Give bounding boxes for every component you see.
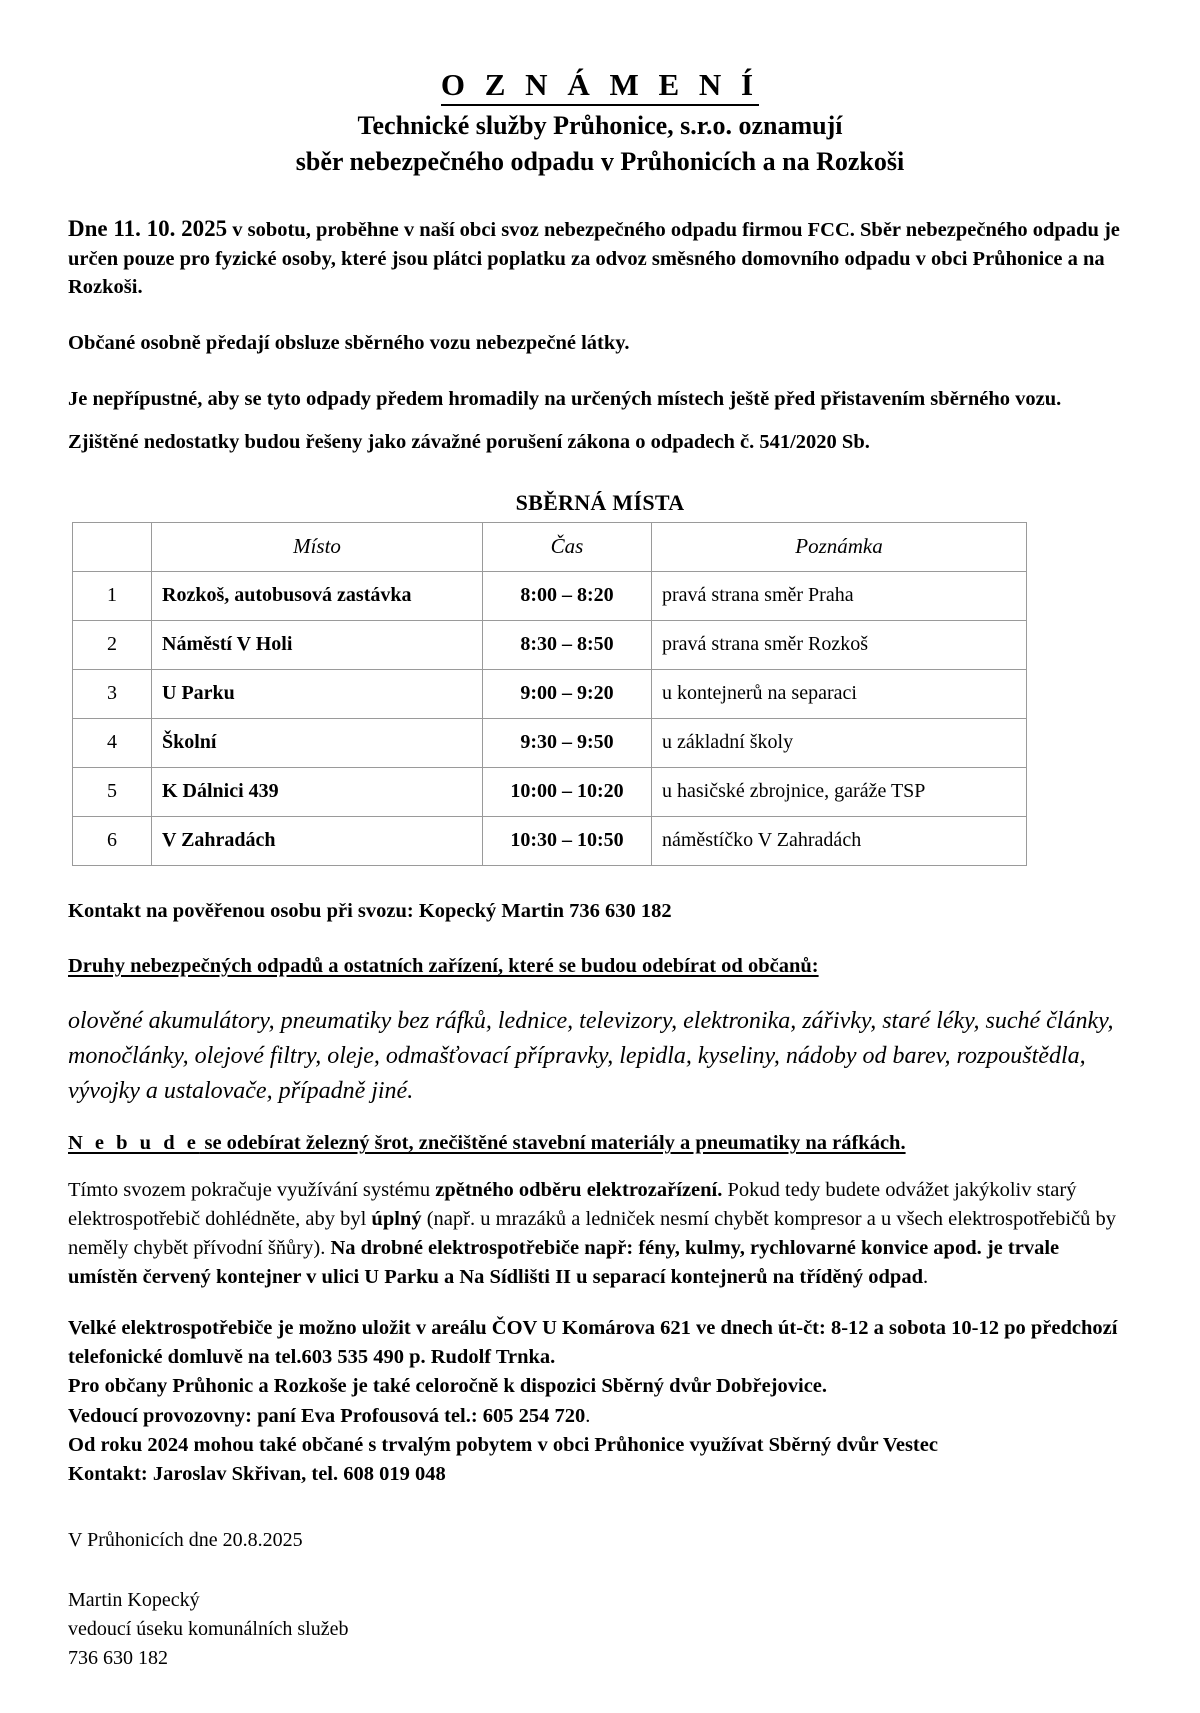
cell-cas: 10:00 – 10:20 — [483, 767, 652, 816]
table-header-num — [73, 522, 152, 571]
electro-text-d: úplný — [371, 1207, 422, 1230]
facility-manager-period: . — [585, 1404, 591, 1427]
intro-date: Dne 11. 10. 2025 — [68, 215, 228, 241]
cell-poznamka: u základní školy — [652, 718, 1027, 767]
cell-poznamka: u hasičské zbrojnice, garáže TSP — [652, 767, 1027, 816]
cell-num: 4 — [73, 718, 152, 767]
excluded-prefix: N e b u d e — [68, 1132, 200, 1155]
table-row — [73, 620, 1027, 669]
cell-num: 3 — [73, 669, 152, 718]
intro-paragraph — [68, 213, 1132, 301]
cell-misto: Náměstí V Holi — [152, 620, 483, 669]
collection-points-table — [72, 522, 1027, 866]
cell-misto: V Zahradách — [152, 816, 483, 865]
intro-body: v sobotu, proběhne v naší obci svoz nebezpečného odpadu firmou FCC. Sběr nebezpečného odpadu je určen pouze pro fyzické osoby, které jsou plátci poplatku za odvoz směsného domovního odpadu v obci Průhonice a na Rozkoši. — [68, 218, 1120, 298]
facility-vestec-contact: Kontakt: Jaroslav Skřivan, tel. 608 019 048 — [68, 1462, 446, 1485]
cell-poznamka: pravá strana směr Praha — [652, 571, 1027, 620]
table-caption: SBĚRNÁ MÍSTA — [515, 489, 685, 515]
table-row — [73, 718, 1027, 767]
electro-text-e: (např. u mrazáků a ledniček nesmí chybět kompresor a u všech elektrospotřebičů by neměly chybět přívodní šňůry). — [68, 1207, 1117, 1260]
table-header-poznamka: Poznámka — [652, 522, 1027, 571]
document-subtitle-line2: sběr nebezpečného odpadu v Průhonicích a na Rozkoši — [295, 146, 905, 176]
cell-num: 2 — [73, 620, 152, 669]
facility-dobrejovice-line: Pro občany Průhonic a Rozkoše je také celoročně k dispozici Sběrný dvůr Dobřejovice. — [68, 1375, 828, 1398]
cell-cas: 8:30 – 8:50 — [483, 620, 652, 669]
electro-paragraph — [68, 1176, 1132, 1292]
electro-text-f: Na drobné elektrospotřebiče např: fény, kulmy, rychlovarné konvice apod. je trvale umístěn červený kontejner v ulici U Parku a Na Sídlišti II u separací kontejnerů na tříděný odpad — [68, 1237, 1060, 1289]
electro-text-a: Tímto svozem pokračuje využívání systému — [68, 1178, 436, 1201]
signature-phone: 736 630 182 — [68, 1646, 168, 1669]
document-title — [68, 66, 1132, 103]
notice-handover: Občané osobně předají obsluze sběrného vozu nebezpečné látky. — [68, 332, 630, 355]
facilities-block — [68, 1314, 1132, 1489]
waste-types-heading: Druhy nebezpečných odpadů a ostatních zařízení, které se budou odebírat od občanů: — [68, 954, 819, 977]
signature-block — [68, 1586, 1132, 1673]
table-row — [73, 767, 1027, 816]
notice-no-stockpiling: Je nepřípustné, aby se tyto odpady předem hromadily na určených místech ještě před přistavením sběrného vozu. — [68, 388, 1062, 411]
document-title-text: O Z N Á M E N Í — [441, 67, 759, 106]
cell-num: 6 — [73, 816, 152, 865]
cell-cas: 8:00 – 8:20 — [483, 571, 652, 620]
table-header-row — [73, 522, 1027, 571]
table-header-misto: Místo — [152, 522, 483, 571]
table-row — [73, 669, 1027, 718]
waste-types-list: olověné akumulátory, pneumatiky bez ráfků, lednice, televizory, elektronika, zářivky, staré léky, suché články, monočlánky, olejové filtry, oleje, odmašťovací přípravky, lepidla, kyseliny, nádoby od barev, rozpouštědla, vývojky a ustalovače, případně jiné. — [68, 1007, 1114, 1104]
facility-cov-line: Velké elektrospotřebiče je možno uložit v areálu ČOV U Komárova 621 ve dnech út-čt: 8-12 a sobota 10-12 po předchozí telefonické domluvě na tel.603 535 490 p. Rudolf Trnka. — [68, 1317, 1118, 1369]
signature-place-date: V Průhonicích dne 20.8.2025 — [68, 1528, 303, 1551]
cell-cas: 9:30 – 9:50 — [483, 718, 652, 767]
document-subtitle-line1: Technické služby Průhonice, s.r.o. oznamují — [357, 111, 843, 141]
notice-law: Zjištěné nedostatky budou řešeny jako závažné porušení zákona o odpadech č. 541/2020 Sb. — [68, 430, 870, 453]
cell-cas: 9:00 – 9:20 — [483, 669, 652, 718]
excluded-waste-line — [68, 1132, 1132, 1155]
cell-cas: 10:30 – 10:50 — [483, 816, 652, 865]
cell-misto: Rozkoš, autobusová zastávka — [152, 571, 483, 620]
cell-poznamka: náměstíčko V Zahradách — [652, 816, 1027, 865]
cell-misto: Školní — [152, 718, 483, 767]
cell-poznamka: pravá strana směr Rozkoš — [652, 620, 1027, 669]
cell-num: 1 — [73, 571, 152, 620]
excluded-rest: se odebírat železný šrot, znečištěné stavební materiály a pneumatiky na ráfkách. — [199, 1132, 906, 1155]
facility-vestec-line: Od roku 2024 mohou také občané s trvalým pobytem v obci Průhonice využívat Sběrný dvůr Vestec — [68, 1433, 938, 1456]
table-header-cas: Čas — [483, 522, 652, 571]
supervisor-contact: Kontakt na pověřenou osobu při svozu: Kopecký Martin 736 630 182 — [68, 899, 672, 922]
signature-role: vedoucí úseku komunálních služeb — [68, 1617, 349, 1640]
electro-text-g: . — [922, 1266, 929, 1289]
cell-num: 5 — [73, 767, 152, 816]
facility-manager-line: Vedoucí provozovny: paní Eva Profousová tel.: 605 254 720 — [68, 1404, 586, 1427]
cell-poznamka: u kontejnerů na separaci — [652, 669, 1027, 718]
cell-misto: U Parku — [152, 669, 483, 718]
electro-text-b: zpětného odběru elektrozařízení. — [435, 1178, 723, 1201]
cell-misto: K Dálnici 439 — [152, 767, 483, 816]
electro-text-c: Pokud tedy budete odvážet jakýkoliv starý elektrospotřebič dohlédněte, aby byl — [68, 1178, 1077, 1230]
signature-name: Martin Kopecký — [68, 1588, 200, 1611]
table-row — [73, 571, 1027, 620]
table-row — [73, 816, 1027, 865]
